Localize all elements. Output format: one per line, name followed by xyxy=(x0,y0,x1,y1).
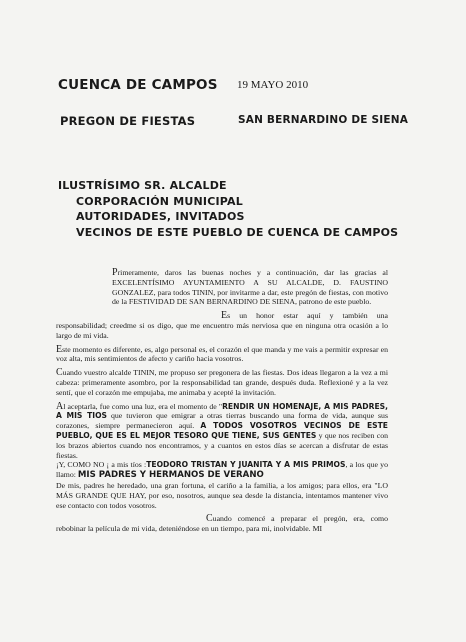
highlight-text: TEODORO TRISTAN Y JUANITA Y A MIS PRIMOS xyxy=(146,460,346,470)
paragraph-text: ste momento es diferente, es, algo personal es, el corazón el que manda y me vais a permitir expresar en voz alta, mis sentimientos de afecto y cariño hacia vosotros. xyxy=(56,344,388,364)
drop-letter: C xyxy=(206,513,213,525)
paragraph xyxy=(56,402,388,461)
paragraph-text: rimeramente, daros las buenas noches y a continuación, dar las gracias al EXCELENTÍSIMO AYUNTAMIENTO A SU ALCALDE, D. FAUSTINO GONZALEZ, para todos TININ, por invitarme a dar, este pregón de fiestas, con motivo de la FESTIVIDAD DE SAN BERNARDINO DE SIENA, patrono de este pueblo. xyxy=(112,268,388,307)
highlight-text: A TODOS VOSOTROS VECINOS DE ESTE PUEBLO, QUE ES EL MEJOR TESORO QUE TIENE, SUS GENTES xyxy=(56,421,388,440)
paragraph xyxy=(56,311,388,340)
paragraph-text: De mis, padres he heredado, una gran fortuna, el cariño a la familia, a los amigos; para ellos, era "LO MÁS GRANDE QUE HAY, por eso, nosotros, aunque sea desde la distancia, intentamos mantener vivo ese contacto con todos vosotros. xyxy=(56,480,388,510)
greeting-line: CORPORACIÓN MUNICIPAL xyxy=(76,194,243,208)
paragraph-text: uando comencé a preparar el pregón, era, como rebobinar la película de mi vida, deteniéndose en un tiempo, para mi, inolvidable. MI xyxy=(56,514,388,534)
greeting-block xyxy=(58,178,398,240)
drop-letter: P xyxy=(112,267,118,278)
highlight-text: RENDIR UN HOMENAJE, A MIS PADRES, A MIS TIOS xyxy=(56,401,388,421)
paragraph-text: y que nos reciben con los brazos abiertos cuando nos encontramos, y a cuantos en estos días se acercan a disfrutar de estas fiestas. xyxy=(56,430,388,460)
date-heading: 19 MAYO 2010 xyxy=(237,79,309,91)
paragraph-text: , a los que yo llamo: xyxy=(56,460,388,480)
drop-letter: C xyxy=(56,367,63,379)
paragraph-text: s un honor estar aquí y también una responsabilidad; creedme si os digo, que me encuentro más nerviosa que en ninguna otra ocasión a lo largo de mi vida. xyxy=(56,311,388,340)
paragraph-text: l aceptarla, fue como una luz, era el momento de " xyxy=(63,401,223,411)
paragraph xyxy=(56,514,388,534)
drop-letter: E xyxy=(56,343,63,355)
drop-letter: A xyxy=(56,400,64,412)
paragraph xyxy=(56,460,388,510)
speech-body xyxy=(56,268,388,538)
greeting-line: VECINOS DE ESTE PUEBLO DE CUENCA DE CAMPOS xyxy=(76,225,399,239)
greeting-line: AUTORIDADES, INVITADOS xyxy=(76,210,245,223)
paragraph-text: uando vuestro alcalde TININ, me propuso ser pregonera de las fiestas. Dos ideas llegaron a la vez a mi cabeza: primeramente asombro, por la responsabilidad tan grande, después duda. Reflexioné y a la vez sentí, que el corazón me empujaba, me animaba y acepté la invitación. xyxy=(56,368,388,397)
paragraph xyxy=(56,368,388,397)
paragraph xyxy=(56,268,388,307)
drop-letter: E xyxy=(221,310,228,322)
saint-heading: SAN BERNARDINO DE SIENA xyxy=(238,114,409,126)
document-title: PREGON DE FIESTAS xyxy=(60,114,196,128)
greeting-line: ILUSTRÍSIMO SR. ALCALDE xyxy=(58,179,227,192)
paragraph-text: ¡Y, COMO NO ¡ a mis tíos : xyxy=(56,460,147,470)
place-heading: CUENCA DE CAMPOS xyxy=(58,77,218,93)
paragraph-text: que tuvieron que emigrar a otras tierras buscando una forma de vida, aunque sus corazones, siempre permanecieron aquí. xyxy=(56,411,388,431)
paragraph xyxy=(56,345,388,365)
highlight-text: MIS PADRES Y HERMANOS DE VERANO xyxy=(77,470,264,481)
